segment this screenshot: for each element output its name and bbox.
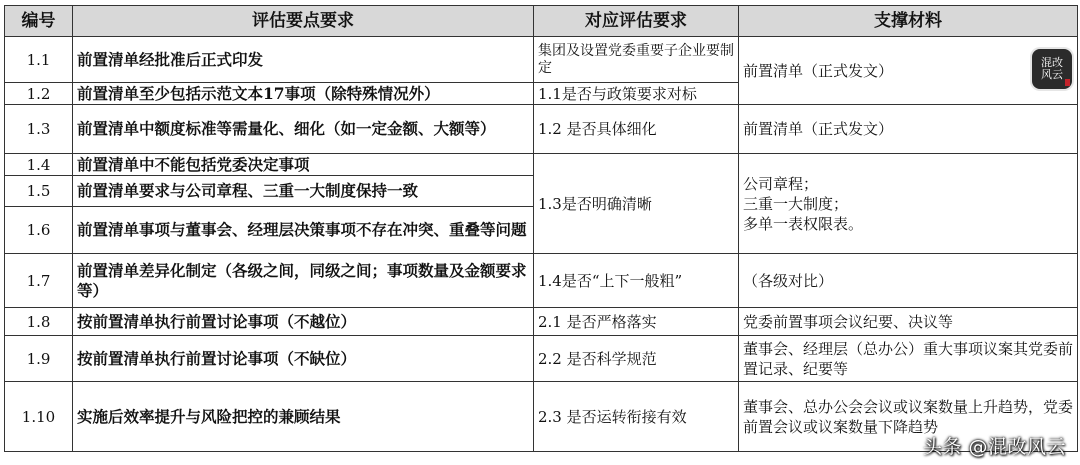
row-requirement: 前置清单至少包括示范文本17事项（除特殊情况外） <box>73 83 534 105</box>
header-no: 编号 <box>5 6 73 37</box>
row-no: 1.4 <box>5 154 73 176</box>
assessment-cell: 1.2 是否具体细化 <box>534 105 739 154</box>
material-text: 前置清单（正式发文） <box>743 61 894 80</box>
material-cell <box>739 154 1078 254</box>
material-line: 多单一表权限表。 <box>743 214 864 233</box>
row-requirement: 前置清单经批准后正式印发 <box>73 37 534 83</box>
table-row <box>5 105 1078 154</box>
material-cell <box>739 37 1078 105</box>
material-cell: 董事会、总办公会会议或议案数量上升趋势，党委前置会议或议案数量下降趋势 <box>739 382 1078 452</box>
assessment-table-container <box>4 5 1077 452</box>
assessment-cell: 1.3是否明确清晰 <box>534 154 739 254</box>
brand-logo <box>1032 49 1072 89</box>
table-row <box>5 308 1078 336</box>
material-cell: （各级对比） <box>739 254 1078 308</box>
row-no: 1.3 <box>5 105 73 154</box>
table-row <box>5 37 1078 83</box>
row-no: 1.8 <box>5 308 73 336</box>
row-requirement: 前置清单中不能包括党委决定事项 <box>73 154 534 176</box>
assessment-cell: 2.3 是否运转衔接有效 <box>534 382 739 452</box>
row-no: 1.5 <box>5 176 73 207</box>
row-requirement: 前置清单中额度标准等需量化、细化（如一定金额、大额等） <box>73 105 534 154</box>
assessment-cell: 集团及设置党委重要子企业要制定 <box>534 37 739 83</box>
material-cell: 党委前置事项会议纪要、决议等 <box>739 308 1078 336</box>
material-cell: 前置清单（正式发文） <box>739 105 1078 154</box>
assessment-cell: 2.1 是否严格落实 <box>534 308 739 336</box>
row-no: 1.9 <box>5 336 73 382</box>
row-no: 1.10 <box>5 382 73 452</box>
watermark: 头条 @混改风云 <box>922 436 1066 458</box>
brand-logo-text: 混改风云 <box>1041 56 1063 81</box>
row-requirement: 按前置清单执行前置讨论事项（不缺位） <box>73 336 534 382</box>
row-requirement: 前置清单要求与公司章程、三重一大制度保持一致 <box>73 176 534 207</box>
table-row <box>5 336 1078 382</box>
assessment-cell: 1.4是否“上下一般粗” <box>534 254 739 308</box>
assessment-cell: 1.1是否与政策要求对标 <box>534 83 739 105</box>
row-requirement: 实施后效率提升与风险把控的兼顾结果 <box>73 382 534 452</box>
header-material: 支撑材料 <box>739 6 1078 37</box>
table-row <box>5 254 1078 308</box>
material-cell: 董事会、经理层（总办公）重大事项议案其党委前置记录、纪要等 <box>739 336 1078 382</box>
row-no: 1.6 <box>5 207 73 254</box>
header-row <box>5 6 1078 37</box>
table-row <box>5 154 1078 176</box>
header-requirement: 评估要点要求 <box>73 6 534 37</box>
row-no: 1.7 <box>5 254 73 308</box>
row-no: 1.1 <box>5 37 73 83</box>
assessment-cell: 2.2 是否科学规范 <box>534 336 739 382</box>
table-row <box>5 382 1078 452</box>
header-assessment: 对应评估要求 <box>534 6 739 37</box>
seal-mark <box>1065 79 1070 86</box>
material-line: 三重一大制度； <box>743 194 849 213</box>
row-requirement: 前置清单差异化制定（各级之间，同级之间；事项数量及金额要求等） <box>73 254 534 308</box>
row-requirement: 前置清单事项与董事会、经理层决策事项不存在冲突、重叠等问题 <box>73 207 534 254</box>
assessment-table <box>4 5 1078 452</box>
material-line: 公司章程； <box>743 174 819 193</box>
row-no: 1.2 <box>5 83 73 105</box>
row-requirement: 按前置清单执行前置讨论事项（不越位） <box>73 308 534 336</box>
